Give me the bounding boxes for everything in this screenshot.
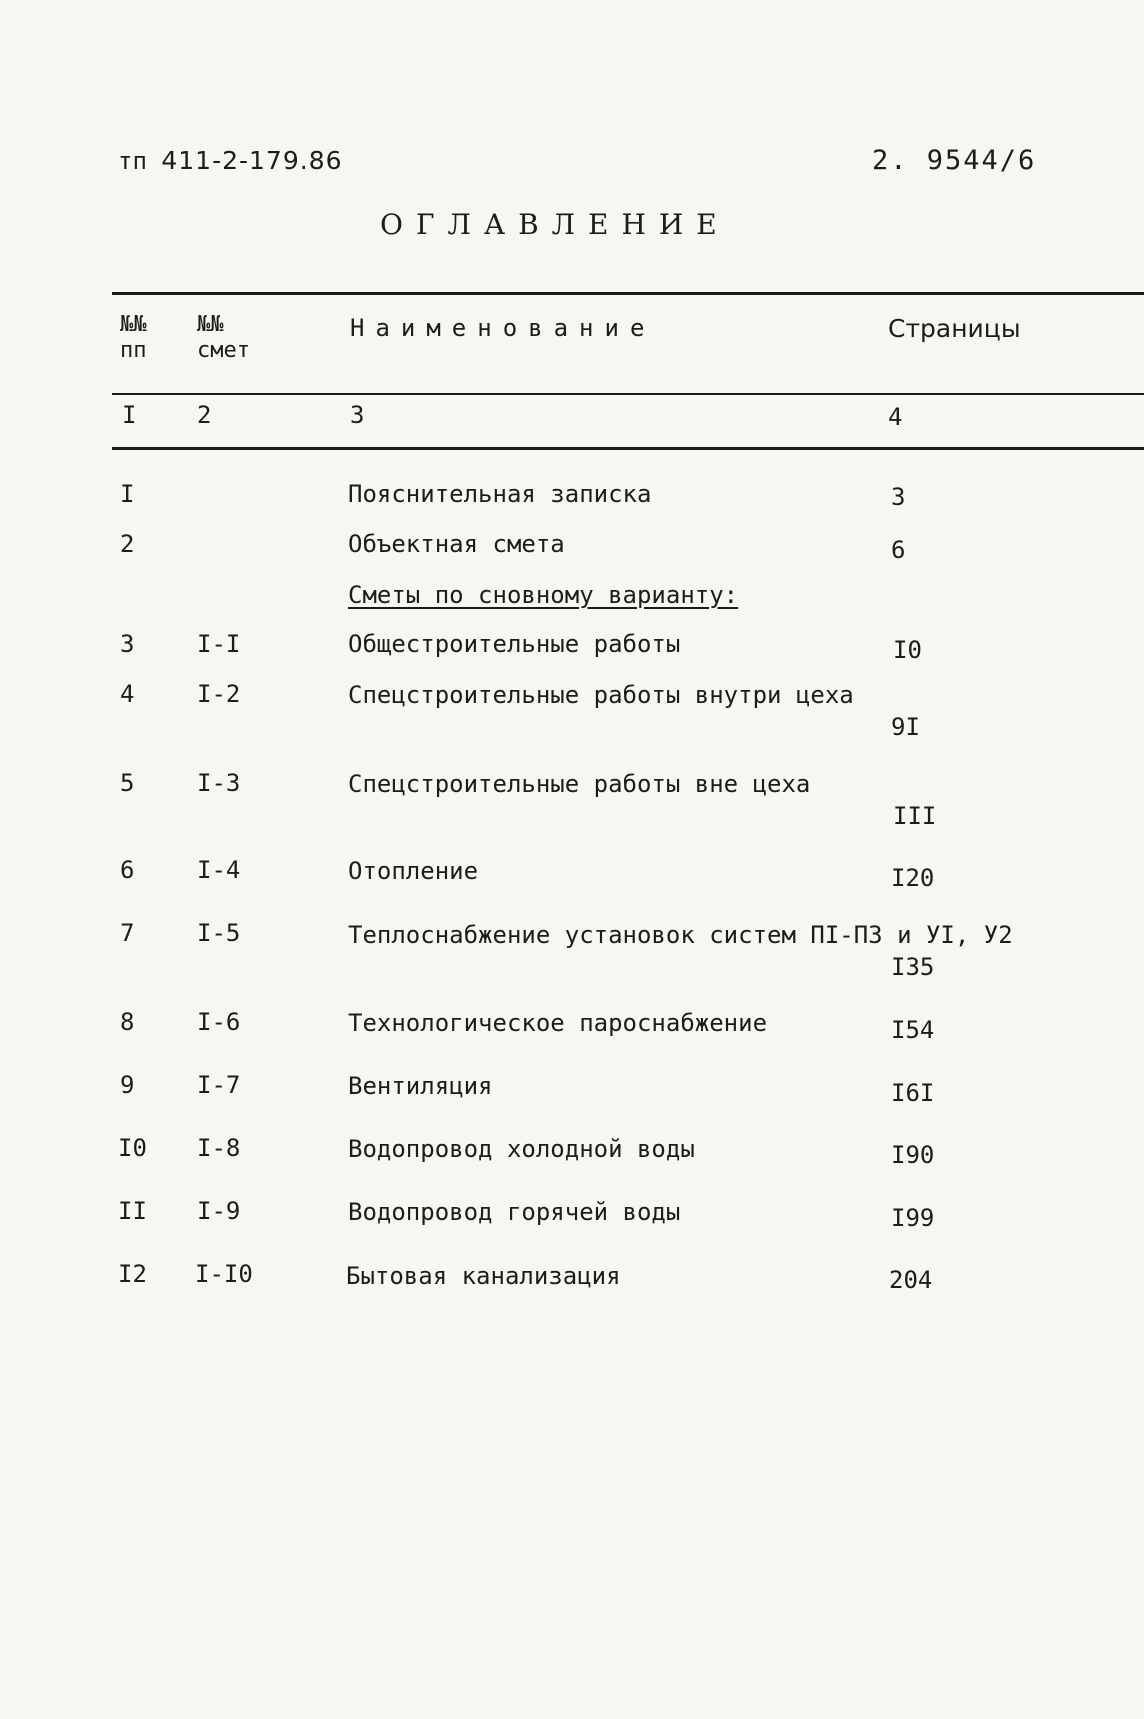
row-1-num: I [120,480,135,508]
row-8-num: 8 [120,1008,135,1036]
row-5-estimate: I-3 [197,769,241,797]
table-top-rule [112,292,1144,295]
col-header-num-line1: №№ [120,312,147,337]
col-header-num-line2: пп [120,338,147,363]
row-7-name: Теплоснабжение установок систем ПI-ПЗ и УI, У2 [348,921,1013,949]
header-bottom-rule [112,393,1144,395]
row-10-num: I0 [118,1134,147,1162]
row-12-name: Бытовая канализация [346,1262,621,1290]
row-9-num: 9 [120,1071,135,1099]
row-5-num: 5 [120,769,135,797]
col-header-est-line1: №№ [197,312,224,337]
row-11-num: II [118,1197,147,1225]
row-4-estimate: I-2 [197,680,241,708]
col-header-name: Наименование [350,314,656,342]
row-1-page: 3 [891,483,906,511]
row-2-page: 6 [891,536,906,564]
col-number-2: 2 [197,401,212,429]
row-12-num: I2 [118,1260,147,1288]
document-number: 2. 9544/6 [872,145,1037,176]
row-12-estimate: I-I0 [195,1260,253,1288]
tp-prefix: тп [118,147,147,175]
row-4-page: 9I [891,713,920,741]
col-header-num [120,312,147,364]
col-number-1: I [122,401,137,429]
row-3-num: 3 [120,630,135,658]
row-6-name: Отопление [348,857,479,885]
row-10-page: I90 [891,1141,935,1169]
row-7-estimate: I-5 [197,919,241,947]
row-9-name: Вентиляция [348,1072,493,1100]
row-3-page: I0 [893,636,922,664]
col-header-estimate [197,312,250,364]
project-code [118,146,343,175]
row-12-page: 204 [889,1266,933,1294]
row-9-page: I6I [891,1079,935,1107]
row-7-page: I35 [891,953,935,981]
row-6-page: I20 [891,864,935,892]
row-3-estimate: I-I [197,630,241,658]
col-header-est-line2: смет [197,338,250,363]
main-variant-subheading: Сметы по сновному варианту: [348,581,739,609]
col-number-rule [112,447,1144,450]
row-6-estimate: I-4 [197,856,241,884]
row-3-name: Общестроительные работы [348,630,681,658]
row-4-num: 4 [120,680,135,708]
col-number-3: 3 [350,401,365,429]
row-10-estimate: I-8 [197,1134,241,1162]
col-number-4: 4 [888,403,903,431]
row-11-estimate: I-9 [197,1197,241,1225]
page-title: ОГЛАВЛЕНИЕ [380,208,730,241]
row-10-name: Водопровод холодной воды [348,1135,695,1163]
row-6-num: 6 [120,856,135,884]
row-2-num: 2 [120,530,135,558]
row-5-page: III [893,802,937,830]
tp-code: 411-2-179.86 [161,146,343,175]
row-8-page: I54 [891,1016,935,1044]
row-8-name: Технологическое пароснабжение [348,1009,768,1037]
row-8-estimate: I-6 [197,1008,241,1036]
row-1-name: Пояснительная записка [348,480,652,508]
row-11-name: Водопровод горячей воды [348,1198,681,1226]
row-2-name: Объектная смета [348,530,565,558]
row-9-estimate: I-7 [197,1071,241,1099]
row-7-num: 7 [120,919,135,947]
col-header-pages: Страницы [888,314,1021,343]
row-11-page: I99 [891,1204,935,1232]
row-4-name: Спецстроительные работы внутри цеха [348,681,854,709]
row-5-name: Спецстроительные работы вне цеха [348,770,811,798]
